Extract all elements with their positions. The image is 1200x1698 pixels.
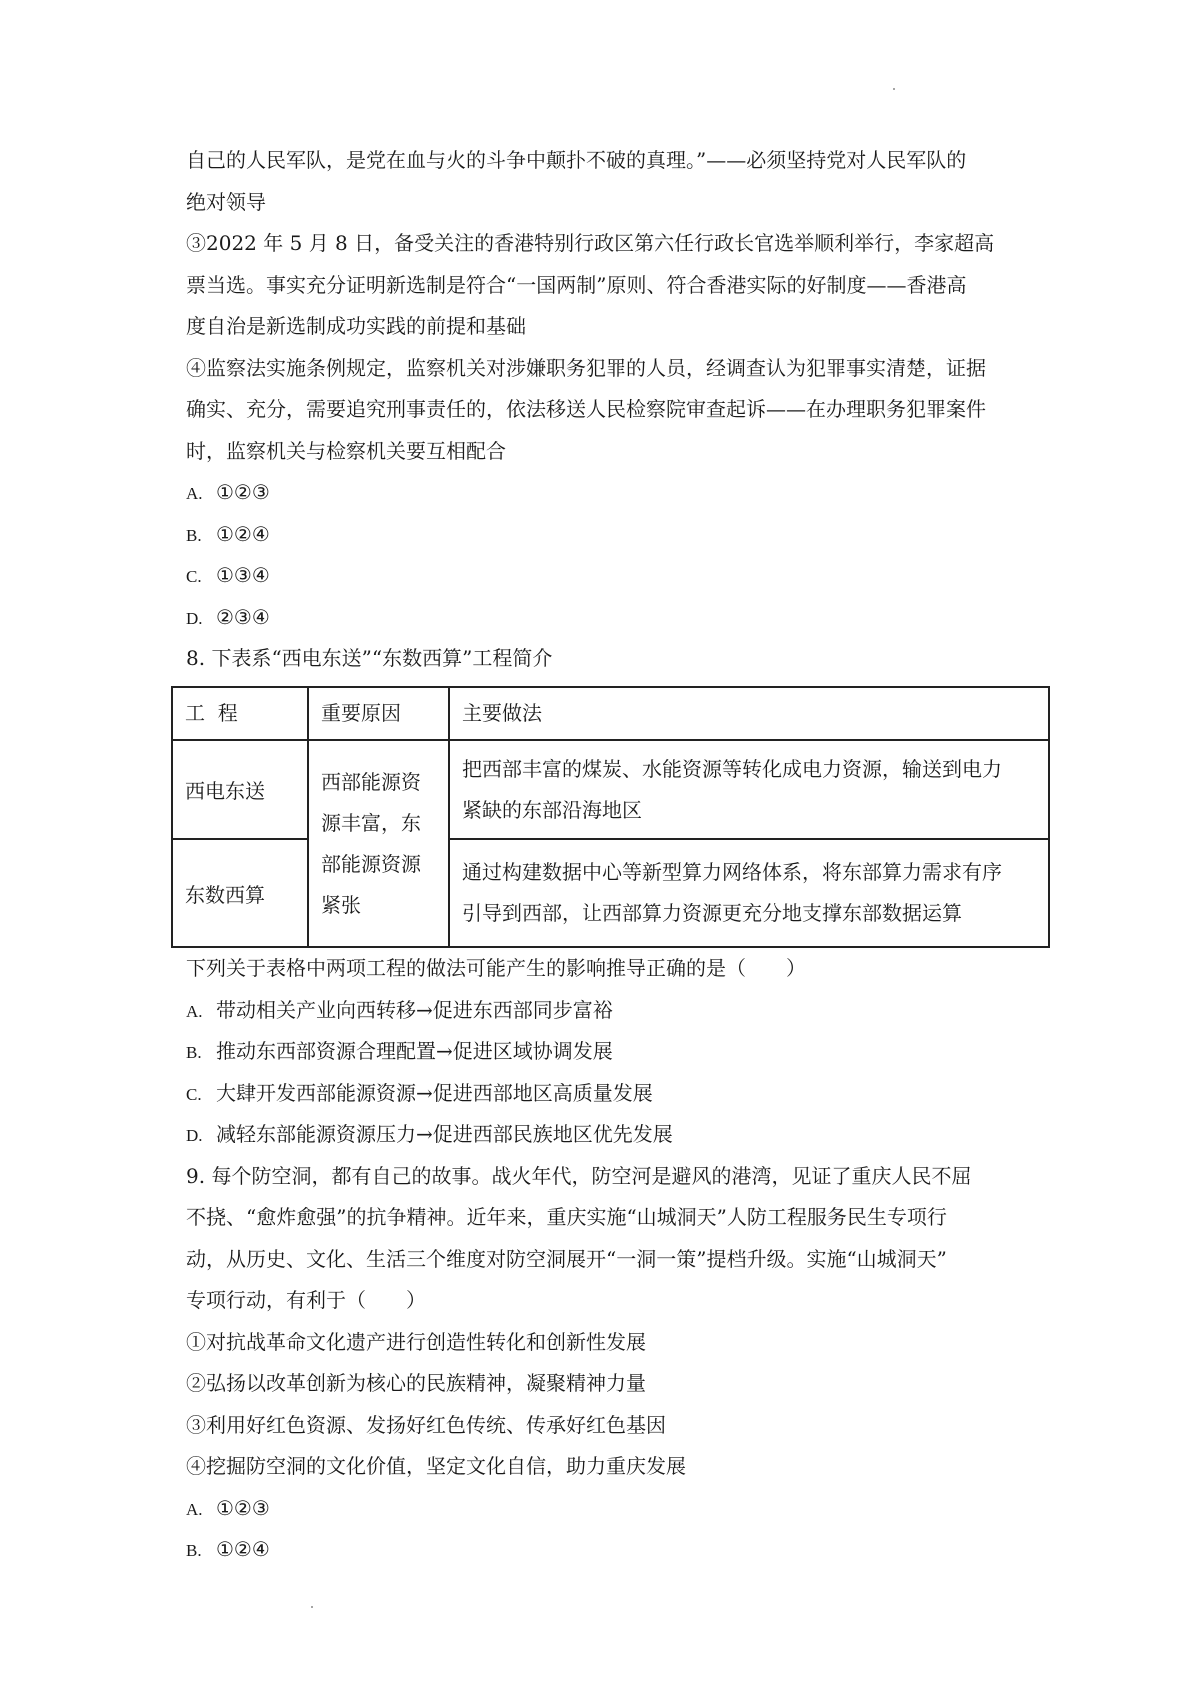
intro-line: 绝对领导 — [186, 189, 266, 214]
statement-3-line: ③2022 年 5 月 8 日，备受关注的香港特别行政区第六任行政长官选举顺利举行，李家超高 — [186, 231, 995, 255]
option-text: 大肆开发西部能源资源→促进西部地区高质量发展 — [216, 1080, 653, 1105]
method-line: 引导到西部，让西部算力资源更充分地支撑东部数据运算 — [462, 901, 962, 925]
bottom-content — [186, 948, 1036, 1571]
question-8-question: 下列关于表格中两项工程的做法可能产生的影响推导正确的是（ ） — [186, 956, 806, 980]
option-c — [186, 1073, 1036, 1115]
method-cell — [449, 839, 1049, 947]
question-9-statement: ③利用好红色资源、发扬好红色传统、传承好红色基因 — [186, 1412, 666, 1437]
option-b — [186, 1529, 1036, 1571]
option-a — [186, 1488, 1036, 1530]
option-letter: C. — [186, 567, 202, 586]
scan-dot — [311, 1606, 313, 1608]
option-d — [186, 597, 1036, 639]
option-text: ①②③ — [216, 480, 270, 504]
option-letter: D. — [186, 1126, 203, 1145]
option-text: ①②④ — [216, 1537, 270, 1561]
option-a — [186, 472, 1036, 514]
option-letter: D. — [186, 608, 203, 628]
method-line: 把西部丰富的煤炭、水能资源等转化成电力资源，输送到电力 — [462, 756, 1002, 781]
table-row — [172, 839, 1049, 947]
statement-4-line: 确实、充分，需要追究刑事责任的，依法移送人民检察院审查起诉——在办理职务犯罪案件 — [186, 397, 986, 421]
option-b — [186, 1031, 1036, 1073]
question-9-line: 9. 每个防空洞，都有自己的故事。战火年代，防空河是避风的港湾，见证了重庆人民不屈 — [186, 1163, 972, 1188]
top-content — [186, 140, 1036, 680]
method-cell — [449, 740, 1049, 839]
option-text: 推动东西部资源合理配置→促进区域协调发展 — [216, 1039, 613, 1063]
option-c — [186, 555, 1036, 597]
table-row — [172, 740, 1049, 839]
reason-line: 西部能源资 — [321, 769, 421, 794]
method-line: 通过构建数据中心等新型算力网络体系，将东部算力需求有序 — [462, 860, 1002, 884]
reason-line: 紧张 — [321, 892, 361, 917]
question-9-statement: ②弘扬以改革创新为核心的民族精神，凝聚精神力量 — [186, 1371, 646, 1395]
option-text: ②③④ — [216, 604, 270, 629]
project-name-cell: 西电东送 — [172, 740, 308, 839]
option-letter: B. — [186, 525, 202, 545]
intro-line: 自己的人民军队，是党在血与火的斗争中颠扑不破的真理。”——必须坚持党对人民军队的 — [186, 148, 967, 172]
question-9-statement: ①对抗战革命文化遗产进行创造性转化和创新性发展 — [186, 1329, 646, 1354]
question-9-statement: ④挖掘防空洞的文化价值，坚定文化自信，助力重庆发展 — [186, 1454, 686, 1478]
statement-4-line: 时，监察机关与检察机关要互相配合 — [186, 438, 506, 463]
question-9-line: 不挠、“愈炸愈强”的抗争精神。近年来，重庆实施“山城洞天”人防工程服务民生专项行 — [186, 1205, 947, 1229]
reason-line: 源丰富，东 — [321, 810, 421, 835]
header-reason: 重要原因 — [308, 687, 449, 740]
option-text: ①②④ — [216, 521, 270, 546]
option-letter: C. — [186, 1084, 202, 1104]
header-method: 主要做法 — [449, 687, 1049, 740]
question-8-stem: 8. 下表系“西电东送”“东数西算”工程简介 — [186, 646, 553, 670]
option-text: ①②③ — [216, 1495, 270, 1520]
option-text: 减轻东部能源资源压力→促进西部民族地区优先发展 — [216, 1122, 673, 1146]
method-line: 紧缺的东部沿海地区 — [462, 797, 642, 822]
reason-line: 部能源资源 — [321, 851, 421, 876]
question-9-line: 专项行动，有利于（ ） — [186, 1288, 426, 1312]
option-letter: A. — [186, 484, 203, 503]
option-letter: B. — [186, 1043, 202, 1062]
option-text: 带动相关产业向西转移→促进东西部同步富裕 — [216, 997, 613, 1022]
option-letter: A. — [186, 1001, 203, 1021]
option-letter: A. — [186, 1499, 203, 1519]
statement-3-line: 票当选。事实充分证明新选制是符合“一国两制”原则、符合香港实际的好制度——香港高 — [186, 272, 967, 297]
table-header-row — [172, 687, 1049, 740]
project-name-cell: 东数西算 — [172, 839, 308, 947]
option-letter: B. — [186, 1541, 202, 1560]
option-a — [186, 990, 1036, 1032]
statement-3-line: 度自治是新选制成功实践的前提和基础 — [186, 314, 526, 338]
option-b — [186, 514, 1036, 556]
project-table — [171, 686, 1050, 948]
option-text: ①③④ — [216, 563, 270, 587]
header-project: 工 程 — [172, 687, 308, 740]
scan-dot — [893, 88, 895, 90]
option-d — [186, 1114, 1036, 1156]
statement-4-line: ④监察法实施条例规定，监察机关对涉嫌职务犯罪的人员，经调查认为犯罪事实清楚，证据 — [186, 355, 986, 380]
question-9-line: 动，从历史、文化、生活三个维度对防空洞展开“一洞一策”提档升级。实施“山城洞天” — [186, 1246, 947, 1271]
reason-cell — [308, 740, 449, 947]
